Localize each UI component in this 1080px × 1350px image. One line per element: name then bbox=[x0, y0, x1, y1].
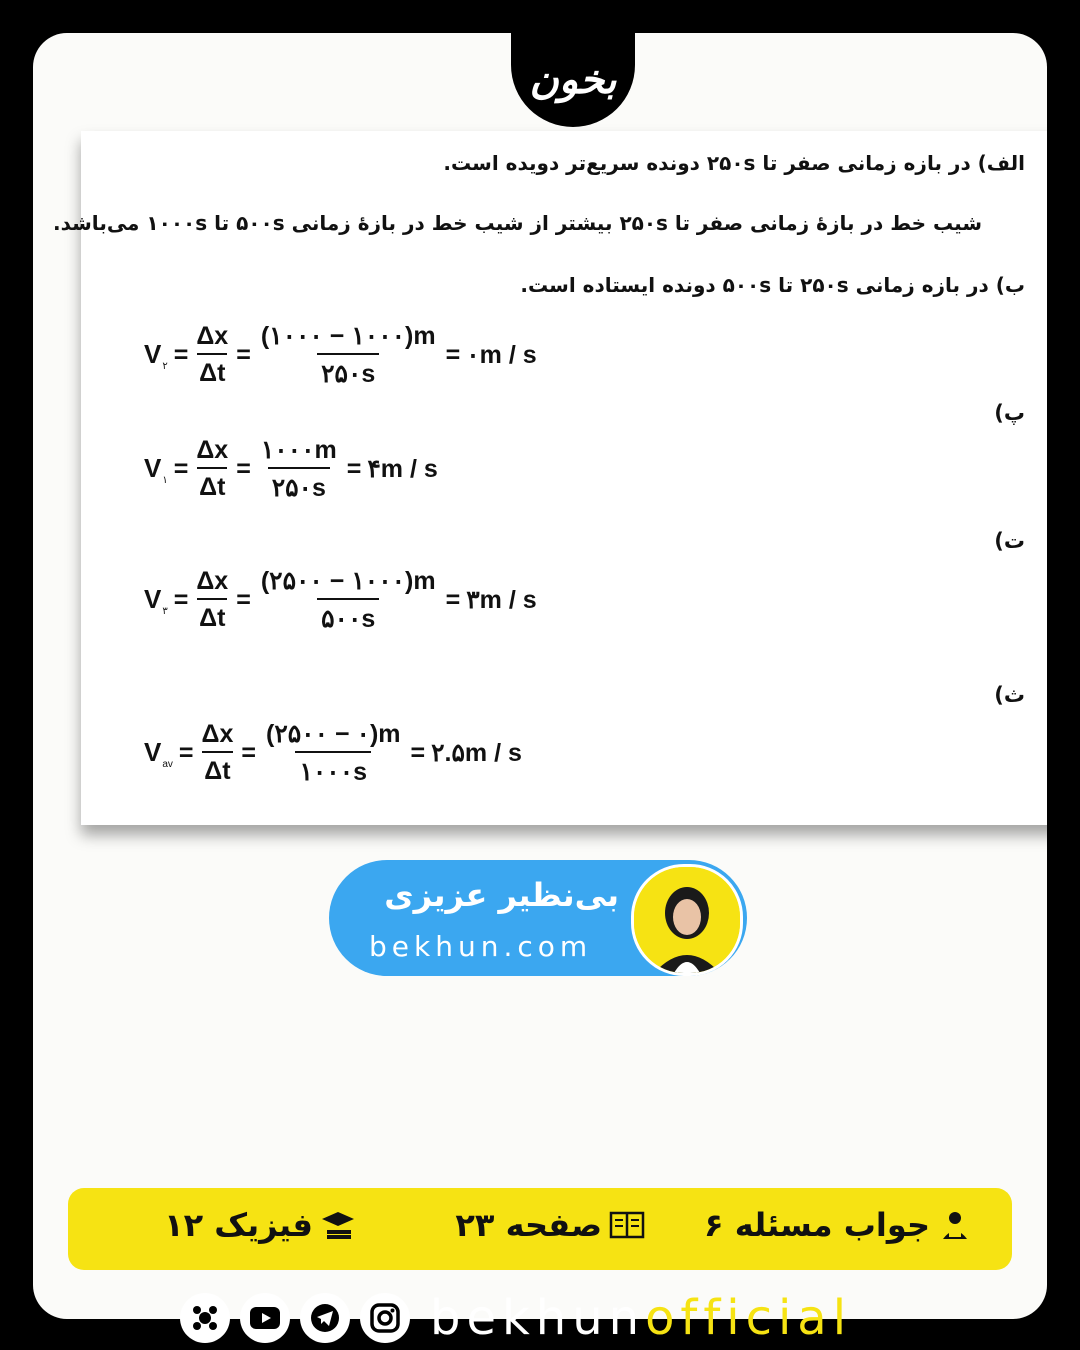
delta-t: Δt bbox=[197, 598, 227, 633]
delta-t: Δt bbox=[202, 751, 232, 786]
instagram-icon[interactable] bbox=[360, 1293, 410, 1343]
denominator: ۲۵۰s bbox=[317, 353, 379, 389]
brand-part-b: official bbox=[645, 1290, 853, 1346]
teacher-site: bekhun.com bbox=[369, 930, 593, 963]
bar-subject-label: فیزیک ۱۲ bbox=[164, 1206, 313, 1244]
youtube-icon[interactable] bbox=[240, 1293, 290, 1343]
label-part-p: پ) bbox=[994, 401, 1025, 425]
page-card bbox=[33, 33, 1047, 1319]
social-footer bbox=[180, 1288, 852, 1348]
footer-brand bbox=[430, 1290, 852, 1346]
denominator: ۵۰۰s bbox=[317, 598, 379, 634]
label-part-t: ت) bbox=[994, 529, 1025, 553]
bar-page-label: صفحه ۲۳ bbox=[455, 1206, 602, 1244]
velocity-symbol: $V_۲$ bbox=[144, 338, 168, 372]
velocity-symbol: $V_{av}$ bbox=[144, 736, 173, 770]
answer-part-b: ب) در بازه زمانی ۲۵۰s تا ۵۰۰s دونده ایستاده است. bbox=[520, 273, 1025, 297]
brand-part-a: bekhun bbox=[430, 1290, 646, 1346]
teacher-avatar bbox=[631, 864, 743, 976]
equation-v2: $V_۲$ = $\frac{\Delta x}{\Delta t}$ = $\frac{(۱۰۰۰ - ۱۰۰۰)m}{۲۵۰s}$ = ۰m / s bbox=[144, 322, 537, 388]
equation-v1: $V_۱$ = $\frac{\Delta x}{\Delta t}$ = $\frac{۱۰۰۰m}{۲۵۰s}$ = ۴m / s bbox=[144, 436, 438, 502]
bekhun-logo bbox=[511, 33, 635, 127]
numerator: (۱۰۰۰ − ۱۰۰۰)m bbox=[260, 322, 436, 350]
delta-x: Δx bbox=[201, 720, 234, 748]
book-icon bbox=[608, 1208, 646, 1242]
bar-subject bbox=[164, 1206, 357, 1244]
logo-text: بخون bbox=[529, 57, 617, 103]
bar-page bbox=[455, 1206, 646, 1244]
result: ۳m / s bbox=[466, 586, 537, 614]
velocity-symbol: $V_۱$ bbox=[144, 452, 168, 486]
avatar-icon bbox=[634, 867, 740, 973]
teacher-name: بی‌نظیر عزیزی bbox=[384, 876, 619, 914]
numerator: ۱۰۰۰m bbox=[260, 436, 337, 464]
teacher-icon bbox=[936, 1208, 974, 1242]
teacher-badge bbox=[329, 860, 747, 976]
delta-x: Δx bbox=[196, 322, 229, 350]
numerator: (۲۵۰۰ − ۱۰۰۰)m bbox=[260, 567, 436, 595]
bar-problem-label: جواب مسئله ۶ bbox=[704, 1206, 930, 1244]
delta-x: Δx bbox=[196, 567, 229, 595]
graduation-cap-icon bbox=[319, 1208, 357, 1242]
answer-part-a-explanation: شیب خط در بازهٔ زمانی صفر تا ۲۵۰s بیشتر از شیب خط در بازهٔ زمانی ۵۰۰s تا ۱۰۰۰s می‌باشد. bbox=[52, 211, 982, 235]
denominator: ۲۵۰s bbox=[268, 467, 330, 503]
bar-problem bbox=[704, 1206, 974, 1244]
equation-v3: $V_۳$ = $\frac{\Delta x}{\Delta t}$ = $\frac{(۲۵۰۰ - ۱۰۰۰)m}{۵۰۰s}$ = ۳m / s bbox=[144, 567, 537, 633]
aparat-icon[interactable] bbox=[180, 1293, 230, 1343]
numerator: (۲۵۰۰ − ۰)m bbox=[266, 720, 401, 748]
delta-x: Δx bbox=[196, 436, 229, 464]
denominator: ۱۰۰۰s bbox=[295, 751, 371, 787]
delta-t: Δt bbox=[197, 467, 227, 502]
delta-t: Δt bbox=[197, 353, 227, 388]
velocity-symbol: $V_۳$ bbox=[144, 583, 168, 617]
solution-sheet bbox=[52, 131, 1047, 825]
bottom-info-bar bbox=[68, 1188, 1012, 1270]
result: ۲.۵m / s bbox=[431, 739, 522, 767]
equation-vav: $V_{av}$ = $\frac{\Delta x}{\Delta t}$ = $\frac{(۲۵۰۰ - ۰)m}{۱۰۰۰s}$ = ۲.۵m / s bbox=[144, 720, 522, 786]
telegram-icon[interactable] bbox=[300, 1293, 350, 1343]
answer-part-a: الف) در بازه زمانی صفر تا ۲۵۰s دونده سریع‌تر دویده است. bbox=[443, 151, 1025, 175]
label-part-th: ث) bbox=[994, 683, 1025, 707]
result: ۰m / s bbox=[466, 341, 537, 369]
result: ۴m / s bbox=[367, 455, 438, 483]
